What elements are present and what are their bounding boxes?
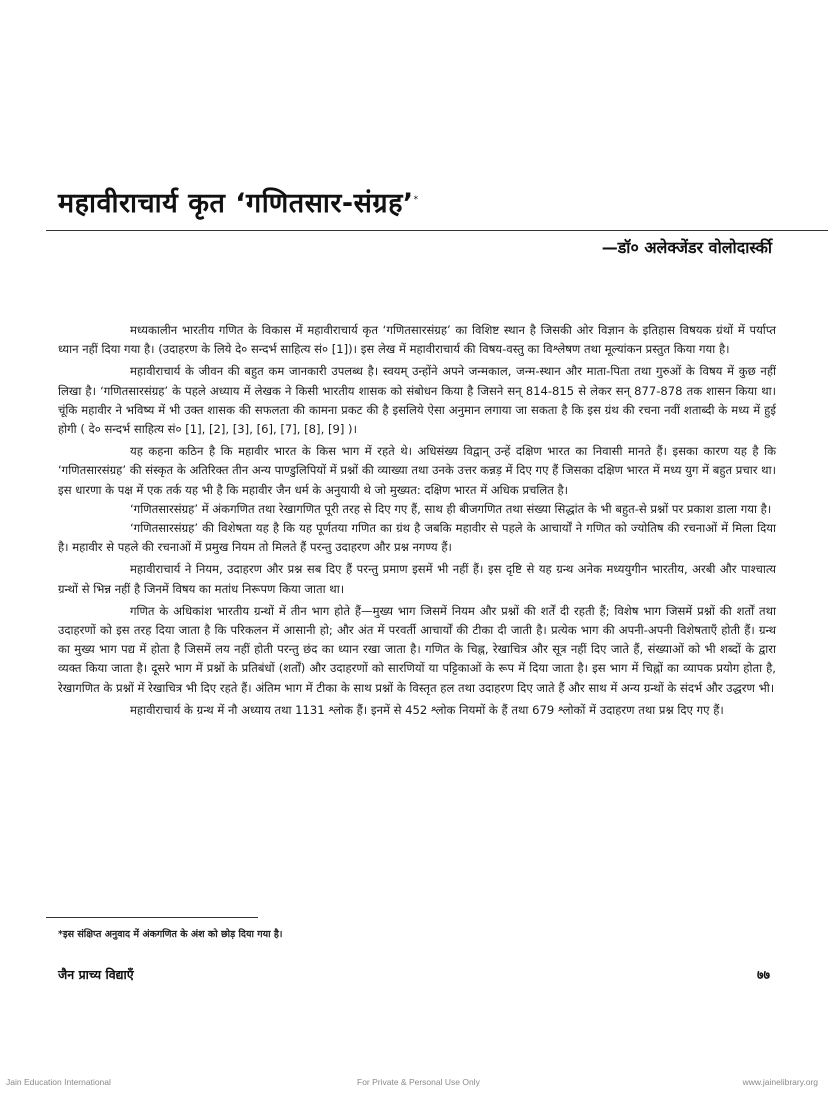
footnote-divider bbox=[46, 917, 258, 918]
watermark-usage: For Private & Personal Use Only bbox=[357, 1077, 480, 1087]
paragraph-intro: मध्यकालीन भारतीय गणित के विकास में महावीराचार्य कृत ‘गणितसारसंग्रह’ का विशिष्ट स्थान है जिसकी ओर विज्ञान के इतिहास विषयक ग्रंथों में पर्याप्त ध्यान नहीं दिया गया है। (उदाहरण के लिये दे० सन्दर्भ साहित्य सं० [1])। इस लेख में महावीराचार्य की विषय-वस्तु का विश्लेषण तथा मूल्यांकन प्रस्तुत किया गया है। bbox=[58, 323, 776, 357]
paragraph-structure: गणित के अधिकांश भारतीय ग्रन्थों में तीन भाग होते हैं—मुख्य भाग जिसमें नियम और प्रश्नों की शर्तें दी रहती हैं; विशेष भाग जिसमें प्रश्नों की शर्तों तथा उदाहरणों को इस तरह दिया जाता है कि परिकलन में आसानी हो; और अंत में परवर्ती आचार्यों की टीका दी जाती है। प्रत्येक भाग की अपनी-अपनी विशेषताएँ होती हैं। ग्रन्थ का मुख्य भाग पद्य में होता है जिसमें लय नहीं होती परन्तु छंद का ध्यान रखा जाता है। गणित के चिह्न, रेखाचित्र और सूत्र नहीं दिए जाते हैं, संख्याओं को भी शब्दों के द्वारा व्यक्त किया जाता है। दूसरे भाग में प्रश्नों के प्रतिबंधों (शर्तों) और उदाहरणों को सारणियों या पट्टिकाओं के रूप में दिया जाता है। इस भाग में चिह्नों का व्यापक प्रयोग होता है, रेखागणित के प्रश्नों में रेखाचित्र भी दिए रहते हैं। अंतिम भाग में टीका के साथ प्रश्नों के विस्तृत हल तथा उदाहरण दिए जाते हैं और साथ में अन्य ग्रन्थों के संदर्भ और उद्धरण भी। bbox=[58, 603, 776, 695]
paragraph-life: महावीराचार्य के जीवन की बहुत कम जानकारी उपलब्ध है। स्वयम् उन्होंने अपने जन्मकाल, जन्म-स्थान और माता-पिता तथा गुरुओं के विषय में कुछ नहीं लिखा है। ‘गणितसारसंग्रह’ के पहले अध्याय में लेखक ने किसी भारतीय शासक को संबोधन किया है जिसने सन् 814-815 से लेकर सन् 877-878 तक शासन किया था। चूंकि महावीर ने भविष्य में भी उक्त शासक की सफलता की कामना प्रकट की है इसलिये ऐसा अनुमान लगाया जा सकता है कि इस ग्रंथ की रचना नवीं शताब्दी के मध्य में हुई होगी ( दे० सन्दर्भ साहित्य सं० [1], [2], [3], [6], [7], [8], [9] )। bbox=[58, 364, 776, 437]
journal-name: जैन प्राच्य विद्याएँ bbox=[58, 967, 134, 982]
article-author: —डॉ० अलेक्जेंडर वोलोदार्स्की bbox=[601, 238, 772, 257]
watermark-website: www.jainelibrary.org bbox=[742, 1077, 818, 1087]
page-number: ७७ bbox=[757, 967, 771, 982]
paragraph-region: यह कहना कठिन है कि महावीर भारत के किस भाग में रहते थे। अधिसंख्य विद्वान् उन्हें दक्षिण भारत का निवासी मानते हैं। इसका कारण यह है कि ‘गणितसारसंग्रह’ की संस्कृत के अतिरिक्त तीन अन्य पाण्डुलिपियों में प्रश्नों की व्याख्या तथा उनके उत्तर कन्नड़ में दिए गए हैं जिसका दक्षिण भारत में मध्य युग में बहुत प्रचार था। इस धारणा के पक्ष में एक तर्क यह भी है कि महावीर जैन धर्म के अनुयायी थे जो मुख्यत: दक्षिण भारत में अधिक प्रचलित है। bbox=[58, 444, 776, 497]
paragraph-method: महावीराचार्य ने नियम, उदाहरण और प्रश्न सब दिए हैं परन्तु प्रमाण इसमें भी नहीं हैं। इस दृष्टि से यह ग्रन्थ अनेक मध्ययुगीन भारतीय, अरबी और पाश्चात्य ग्रन्थों से भिन्न नहीं है जिनमें विषय का मतांध निरूपण किया जाता था। bbox=[58, 562, 776, 596]
footnote-marker: * bbox=[413, 195, 419, 205]
paragraph-feature: ‘गणितसारसंग्रह’ की विशेषता यह है कि यह पूर्णतया गणित का ग्रंथ है जबकि महावीर से पहले के आचार्यों ने गणित को ज्योतिष की रचनाओं में मिला दिया है। महावीर से पहले की रचनाओं में प्रमुख नियम तो मिलते हैं परन्तु उदाहरण और प्रश्न नगण्य हैं। bbox=[58, 521, 776, 555]
paragraph-content: ‘गणितसारसंग्रह’ में अंकगणित तथा रेखागणित पूरी तरह से दिए गए हैं, साथ ही बीजगणित तथा संख्या सिद्धांत के भी बहुत-से प्रश्नों पर प्रकाश डाला गया है। bbox=[130, 501, 772, 516]
watermark-publisher: Jain Education International bbox=[6, 1077, 111, 1087]
title-divider bbox=[46, 230, 828, 231]
article-body bbox=[58, 321, 776, 723]
article-title-text: महावीराचार्य कृत ‘गणितसार-संग्रह’ bbox=[58, 188, 414, 219]
paragraph-chapters: महावीराचार्य के ग्रन्थ में नौ अध्याय तथा 1131 श्लोक हैं। इनमें से 452 श्लोक नियमों के हैं तथा 679 श्लोकों में उदाहरण तथा प्रश्न दिए गए हैं। bbox=[130, 702, 724, 717]
footnote: *इस संक्षिप्त अनुवाद में अंकगणित के अंश को छोड़ दिया गया है। bbox=[58, 929, 283, 940]
article-title bbox=[58, 183, 419, 220]
